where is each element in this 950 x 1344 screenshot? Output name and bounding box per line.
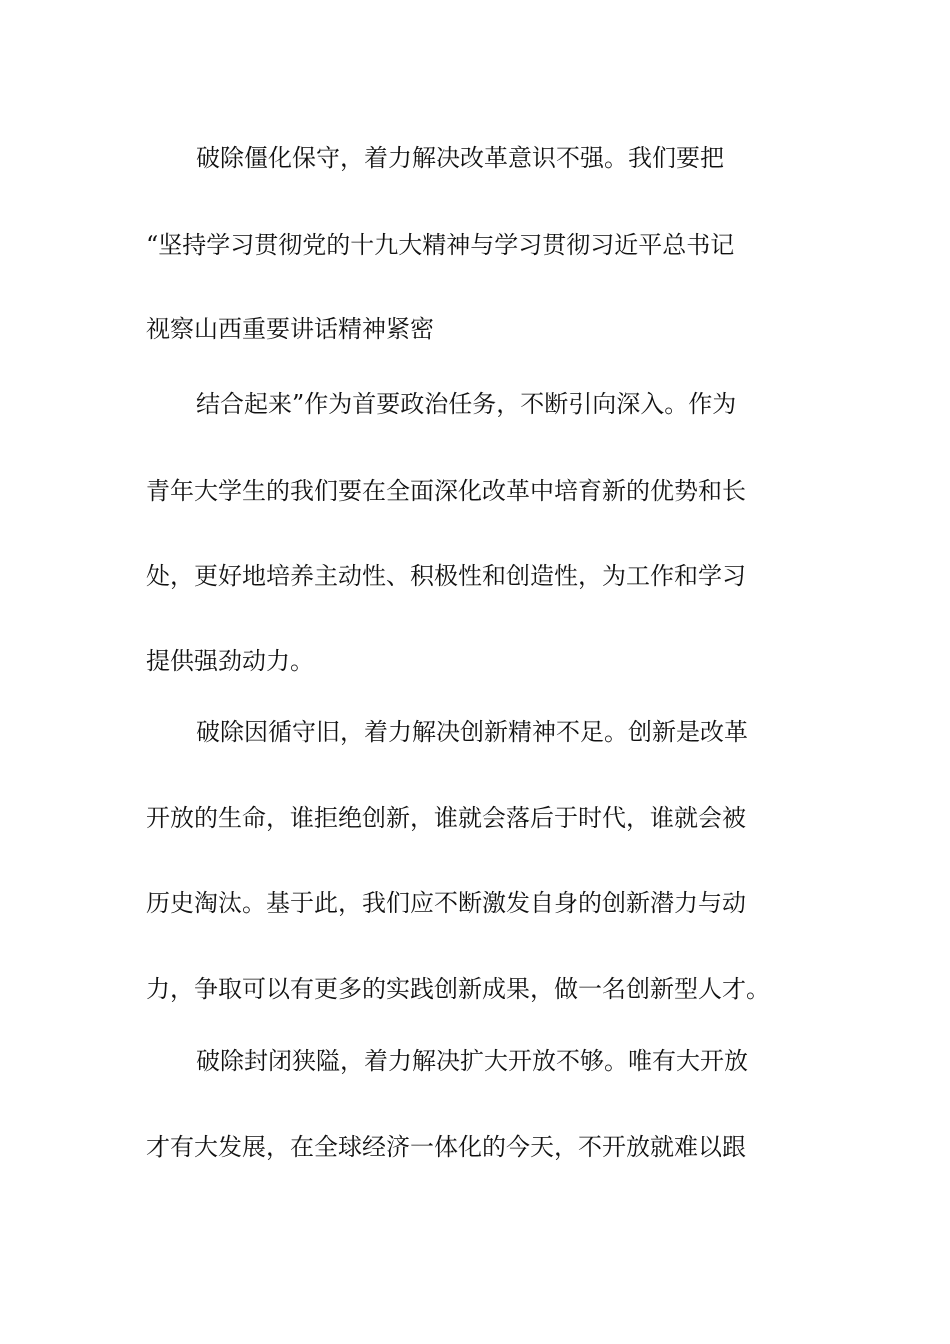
text-line: 破除僵化保守，着力解决改革意识不强。我们要把 [196, 144, 724, 172]
text-line: 开放的生命，谁拒绝创新，谁就会落后于时代，谁就会被 [146, 804, 746, 832]
text-line: 提供强劲动力。 [146, 647, 314, 675]
text-line: “坚持学习贯彻党的十九大精神与学习贯彻习近平总书记 [146, 231, 735, 259]
text-line: 历史淘汰。基于此，我们应不断激发自身的创新潜力与动 [146, 889, 746, 917]
text-line: 青年大学生的我们要在全面深化改革中培育新的优势和长 [146, 477, 746, 505]
text-line: 处，更好地培养主动性、积极性和创造性，为工作和学习 [146, 562, 746, 590]
text-line: 结合起来”作为首要政治任务，不断引向深入。作为 [196, 390, 737, 418]
text-line: 才有大发展，在全球经济一体化的今天，不开放就难以跟 [146, 1133, 746, 1161]
text-line: 破除封闭狭隘，着力解决扩大开放不够。唯有大开放 [196, 1047, 748, 1075]
text-line: 破除因循守旧，着力解决创新精神不足。创新是改革 [196, 718, 748, 746]
text-line: 视察山西重要讲话精神紧密 [146, 315, 434, 343]
text-line: 力，争取可以有更多的实践创新成果，做一名创新型人才。 [146, 975, 770, 1003]
